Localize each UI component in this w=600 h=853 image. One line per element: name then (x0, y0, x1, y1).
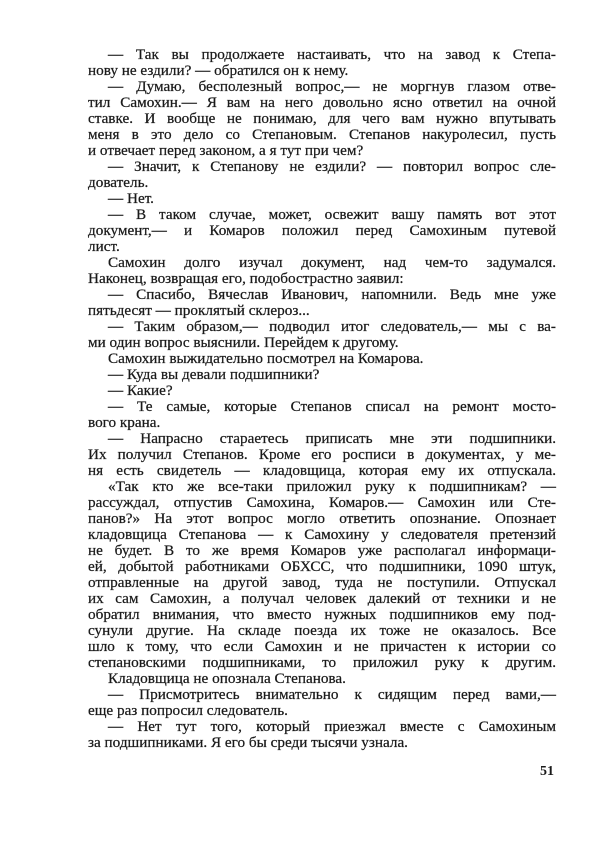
text-line: — Нет. (108, 190, 154, 207)
text-line: за подшипниками. Я его бы среди тысячи узнала. (88, 734, 408, 751)
text-line: Наконец, возвращая его, подобострастно заявил: (88, 270, 404, 287)
text-line: обратил внимания, что вместо нужных подшипников ему под- (88, 606, 556, 623)
text-line: и отвечает перед законом, а я тут при чем? (88, 142, 364, 159)
page-body-text (88, 47, 556, 751)
text-line: шло к тому, что если Самохин и не причастен к истории со (88, 638, 556, 655)
page-number: 51 (540, 764, 554, 779)
text-line: — Значит, к Степанову не ездили? — повторил вопрос сле- (108, 158, 556, 175)
text-line: отправленные на другой завод, туда не поступили. Отпускал (88, 574, 556, 591)
text-line: дователь. (88, 174, 149, 191)
text-line: — Те самые, которые Степанов списал на ремонт мосто- (108, 398, 556, 415)
text-line: нову не ездили? — обратился он к нему. (88, 62, 349, 79)
text-line: «Так кто же все-таки приложил руку к подшипникам? — (108, 478, 556, 495)
text-line: — Куда вы девали подшипники? (108, 366, 320, 383)
text-line: — В таком случае, может, освежит вашу память вот этот (108, 206, 556, 223)
text-line: меня в это дело со Степановым. Степанов накуролесил, пусть (88, 126, 556, 143)
text-line: Кладовщица не опознала Степанова. (108, 670, 346, 687)
text-line: — Напрасно стараетесь приписать мне эти подшипники. (108, 430, 556, 447)
text-line: — Нет тут того, который приезжал вместе с Самохиным (108, 718, 556, 735)
text-line: ей, добытой работниками ОБХСС, что подшипники, 1090 штук, (88, 558, 556, 575)
text-line: документ,— и Комаров положил перед Самохиным путевой (88, 222, 556, 239)
text-line: панов?» На этот вопрос могло ответить опознание. Опознает (88, 510, 556, 527)
text-line: — Какие? (108, 382, 173, 399)
text-line: лист. (88, 238, 120, 255)
text-line: — Так вы продолжаете настаивать, что на завод к Степа- (108, 46, 556, 63)
text-line: еще раз попросил следователь. (88, 702, 288, 719)
text-line: — Думаю, бесполезный вопрос,— не моргнув глазом отве- (108, 78, 556, 95)
text-line: вого крана. (88, 414, 161, 431)
text-line: ставке. И вообще не понимаю, для чего вам нужно впутывать (88, 110, 556, 127)
text-line: степановскими подшипниками, то приложил руку к другим. (88, 654, 556, 671)
text-line: тил Самохин.— Я вам на него довольно ясно ответил на очной (88, 94, 556, 111)
text-line: кладовщица Степанова — к Самохину у следователя претензий (88, 526, 556, 543)
text-line: Их получил Степанов. Кроме его росписи в документах, у ме- (88, 446, 556, 463)
text-line: сунули другие. На складе поезда их тоже не оказалось. Все (88, 622, 556, 639)
text-line: рассуждал, отпустив Самохина, Комаров.— Самохин или Сте- (88, 494, 556, 511)
text-line: ми один вопрос выяснили. Перейдем к другому. (88, 334, 399, 351)
text-line: — Спасибо, Вячеслав Иванович, напомнили. Ведь мне уже (108, 286, 556, 303)
text-line: не будет. В то же время Комаров уже располагал информаци- (88, 542, 556, 559)
text-line: — Таким образом,— подводил итог следователь,— мы с ва- (108, 318, 556, 335)
text-line: ня есть свидетель — кладовщица, которая ему их отпускала. (88, 462, 556, 479)
text-line: — Присмотритесь внимательно к сидящим перед вами,— (108, 686, 556, 703)
text-line: их сам Самохин, а получал человек далекий от техники и не (88, 590, 556, 607)
text-line: пятьдесят — проклятый склероз... (88, 302, 310, 319)
text-line: Самохин выжидательно посмотрел на Комарова. (108, 350, 424, 367)
text-line: Самохин долго изучал документ, над чем-то задумался. (108, 254, 556, 271)
